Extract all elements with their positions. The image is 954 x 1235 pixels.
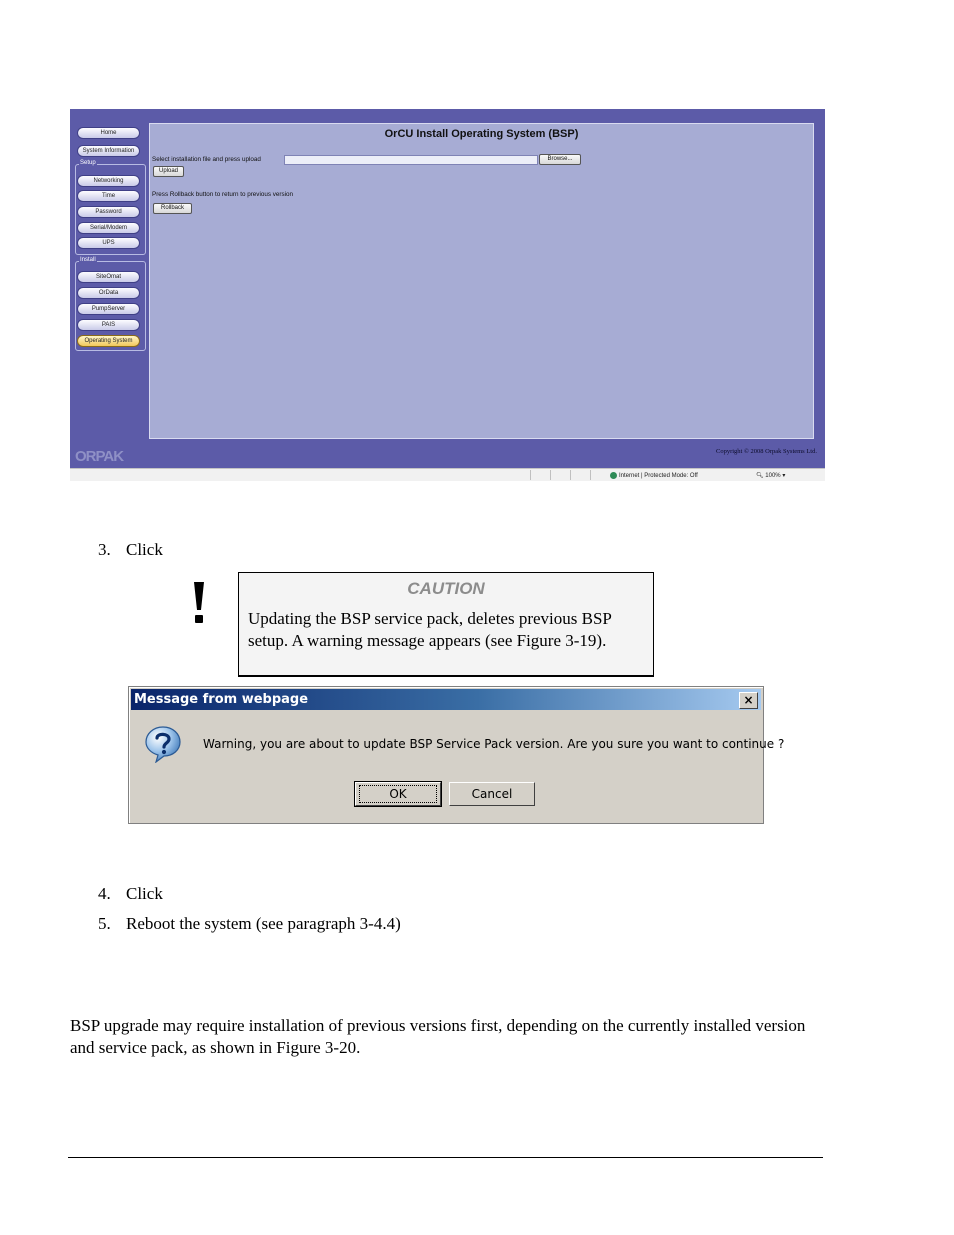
security-zone[interactable] [610, 472, 698, 479]
dialog-title: Message from webpage [134, 692, 309, 707]
step-number: 3. [98, 540, 111, 559]
question-icon [144, 725, 182, 763]
caution-text: Updating the BSP service pack, deletes previous BSP setup. A warning message appears (see Figure 3-19). [248, 609, 612, 650]
status-divider [570, 470, 571, 480]
caution-box [238, 572, 654, 677]
zoom-level-text: 100% [765, 473, 781, 479]
upload-button[interactable]: Upload [153, 166, 184, 177]
security-zone-text: Internet | Protected Mode: Off [619, 473, 698, 480]
nav-ordata-button[interactable]: OrData [77, 287, 140, 299]
step-text: Click [126, 884, 163, 903]
nav-siteomat-button[interactable]: SiteOmat [77, 271, 140, 283]
rollback-button[interactable]: Rollback [153, 203, 192, 214]
content-panel [149, 123, 814, 439]
close-button[interactable]: × [739, 692, 758, 709]
ok-button-label: OK [359, 785, 437, 803]
footer-divider [68, 1157, 823, 1158]
status-divider [530, 470, 531, 480]
globe-icon [610, 472, 617, 479]
install-group-label: Install [80, 257, 96, 263]
select-file-label: Select installation file and press upload [152, 156, 261, 163]
magnifier-icon: 🔍︎ [756, 473, 764, 479]
nav-ups-button[interactable]: UPS [77, 237, 140, 249]
dialog-message: Warning, you are about to update BSP Service Pack version. Are you sure you want to continue ? [203, 737, 785, 751]
nav-serial-modem-button[interactable]: Serial/Modem [77, 222, 140, 234]
copyright-text: Copyright © 2008 Orpak Systems Ltd. [716, 448, 817, 455]
status-divider [550, 470, 551, 480]
setup-group-label: Setup [80, 160, 96, 166]
ok-button[interactable] [355, 782, 441, 806]
step-text: Click [126, 540, 163, 559]
nav-pais-button[interactable]: PAIS [77, 319, 140, 331]
nav-system-information-button[interactable]: System Information [77, 145, 140, 157]
caution-title: CAUTION [407, 579, 485, 598]
cancel-button[interactable]: Cancel [449, 782, 535, 806]
confirm-dialog [128, 686, 785, 824]
step-text: Reboot the system (see paragraph 3-4.4) [126, 914, 401, 933]
body-paragraph: BSP upgrade may require installation of previous versions first, depending on the currently installed version and service pack, as shown in Figure 3-20. [70, 1016, 806, 1057]
dialog-titlebar[interactable] [131, 689, 761, 710]
orpak-logo: ORPAK [75, 448, 124, 465]
nav-password-button[interactable]: Password [77, 206, 140, 218]
status-divider [590, 470, 591, 480]
nav-networking-button[interactable]: Networking [77, 175, 140, 187]
nav-operating-system-button[interactable]: Operating System [77, 335, 140, 347]
nav-pumpserver-button[interactable]: PumpServer [77, 303, 140, 315]
nav-home-button[interactable]: Home [77, 127, 140, 139]
file-path-input[interactable] [284, 155, 538, 165]
step-number: 4. [98, 884, 111, 903]
rollback-instructions: Press Rollback button to return to previous version [152, 191, 294, 198]
orcu-screenshot [70, 109, 825, 480]
page-title: OrCU Install Operating System (BSP) [384, 128, 579, 140]
exclamation-icon [192, 582, 206, 626]
step-number: 5. [98, 914, 111, 933]
browser-status-bar [70, 468, 825, 481]
browse-button[interactable]: Browse... [539, 154, 581, 165]
zoom-level[interactable]: 🔍︎ 100% ▾ [756, 473, 786, 479]
nav-time-button[interactable]: Time [77, 190, 140, 202]
